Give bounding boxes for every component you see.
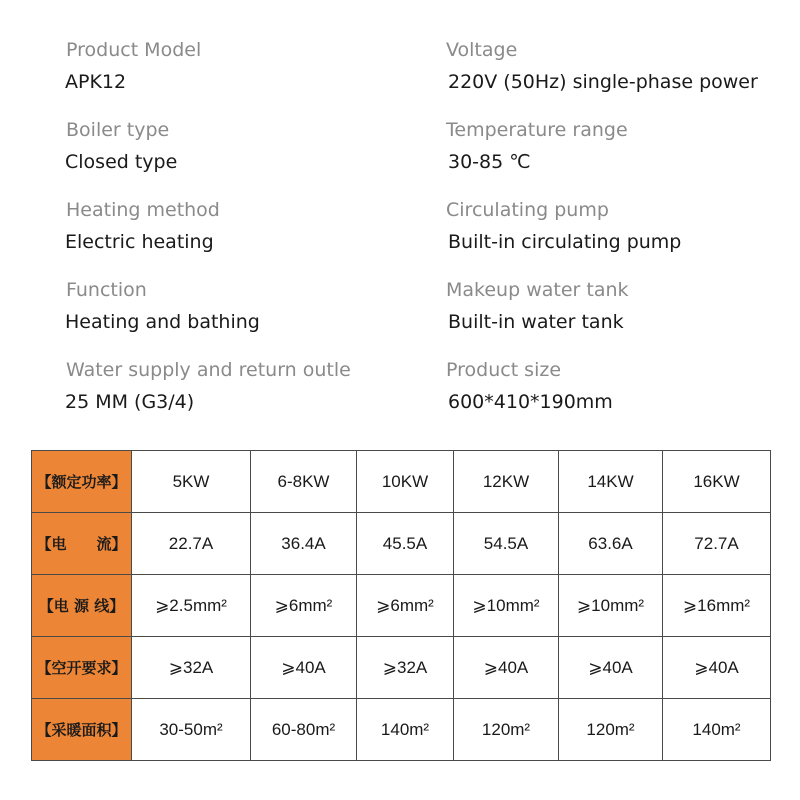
table-cell: 54.5A xyxy=(454,513,559,575)
spec-label: Boiler type xyxy=(66,119,170,141)
table-cell: ⩾6mm² xyxy=(357,575,454,637)
table-cell: ⩾40A xyxy=(663,637,771,699)
table-cell: ⩾10mm² xyxy=(454,575,559,637)
table-cell: 5KW xyxy=(132,451,251,513)
table-cell: ⩾32A xyxy=(132,637,251,699)
row-header: 【电 流】 xyxy=(32,513,132,575)
table-cell: 14KW xyxy=(559,451,663,513)
table-cell: 16KW xyxy=(663,451,771,513)
spec-label: Product Model xyxy=(66,39,202,61)
spec-label: Function xyxy=(66,279,147,301)
spec-label: Circulating pump xyxy=(446,199,609,221)
spec-value: APK12 xyxy=(65,71,127,93)
spec-boiler-type xyxy=(66,116,426,196)
table-cell: 10KW xyxy=(357,451,454,513)
table-cell: 72.7A xyxy=(663,513,771,575)
spec-value: 600*410*190mm xyxy=(448,391,613,413)
spec-circulating-pump xyxy=(446,196,776,276)
table-row-heating-area xyxy=(32,699,771,761)
row-header: 【空开要求】 xyxy=(32,637,132,699)
spec-value: Built-in circulating pump xyxy=(448,231,682,253)
table-row-power-cable xyxy=(32,575,771,637)
spec-column-left xyxy=(66,36,426,436)
spec-temperature-range xyxy=(446,116,776,196)
spec-value: Heating and bathing xyxy=(65,311,260,333)
table-cell: ⩾40A xyxy=(454,637,559,699)
spec-heating-method xyxy=(66,196,426,276)
table-cell: 120m² xyxy=(559,699,663,761)
spec-value: 25 MM (G3/4) xyxy=(65,391,195,413)
spec-label: Product size xyxy=(446,359,562,381)
spec-column-right xyxy=(446,36,776,436)
spec-voltage xyxy=(446,36,776,116)
spec-product-size xyxy=(446,356,776,436)
table-row-breaker-requirement xyxy=(32,637,771,699)
spec-label: Makeup water tank xyxy=(446,279,629,301)
table-cell: ⩾6mm² xyxy=(251,575,357,637)
table-cell: 30-50m² xyxy=(132,699,251,761)
table-cell: 36.4A xyxy=(251,513,357,575)
spec-label: Water supply and return outle xyxy=(66,359,351,381)
spec-product-model xyxy=(66,36,426,116)
table-cell: 120m² xyxy=(454,699,559,761)
row-header: 【采暖面积】 xyxy=(32,699,132,761)
spec-value: 30-85 ℃ xyxy=(448,151,531,173)
spec-label: Heating method xyxy=(66,199,220,221)
spec-value: Electric heating xyxy=(65,231,214,253)
table-cell: 60-80m² xyxy=(251,699,357,761)
spec-value: Closed type xyxy=(65,151,178,173)
table-cell: 140m² xyxy=(357,699,454,761)
spec-label: Temperature range xyxy=(446,119,628,141)
spec-function xyxy=(66,276,426,356)
table-cell: 63.6A xyxy=(559,513,663,575)
spec-value: 220V (50Hz) single-phase power xyxy=(448,71,758,93)
table-cell: ⩾40A xyxy=(251,637,357,699)
table-cell: ⩾2.5mm² xyxy=(132,575,251,637)
table-cell: ⩾32A xyxy=(357,637,454,699)
spec-water-outlet xyxy=(66,356,426,436)
table-cell: 12KW xyxy=(454,451,559,513)
spec-makeup-water-tank xyxy=(446,276,776,356)
table-cell: ⩾40A xyxy=(559,637,663,699)
table-cell: 140m² xyxy=(663,699,771,761)
row-header: 【额定功率】 xyxy=(32,451,132,513)
table-row-current xyxy=(32,513,771,575)
table-cell: 22.7A xyxy=(132,513,251,575)
row-header: 【电 源 线】 xyxy=(32,575,132,637)
spec-value: Built-in water tank xyxy=(448,311,624,333)
table-cell: 6-8KW xyxy=(251,451,357,513)
table-cell: ⩾10mm² xyxy=(559,575,663,637)
table-row-rated-power xyxy=(32,451,771,513)
table-cell: 45.5A xyxy=(357,513,454,575)
parameter-table xyxy=(31,450,771,761)
spec-label: Voltage xyxy=(446,39,518,61)
table-cell: ⩾16mm² xyxy=(663,575,771,637)
